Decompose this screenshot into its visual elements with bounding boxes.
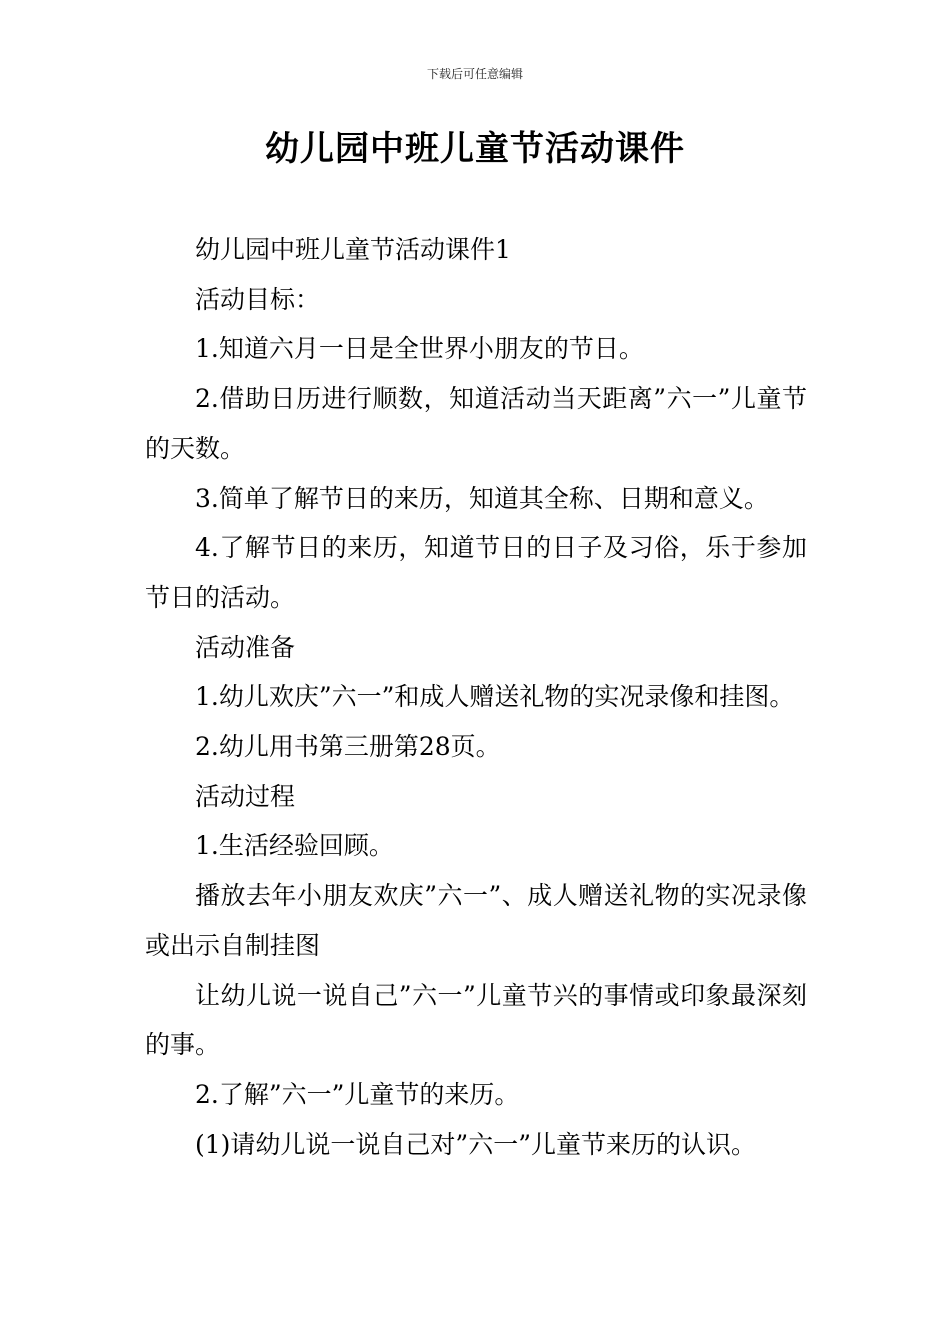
- paragraph: 让幼儿说一说自己”六一”儿童节兴的事情或印象最深刻的事。: [145, 980, 807, 1060]
- paragraph: 2.了解”六一”儿童节的来历。: [195, 1079, 520, 1109]
- section-heading: 活动准备: [195, 632, 296, 662]
- section-heading: 幼儿园中班儿童节活动课件1: [195, 235, 511, 264]
- document-body: [145, 225, 807, 1169]
- document-title: 幼儿园中班儿童节活动课件: [265, 129, 685, 169]
- paragraph: 1.知道六月一日是全世界小朋友的节日。: [195, 334, 644, 364]
- paragraph: 2.借助日历进行顺数，知道活动当天距离”六一”儿童节的天数。: [145, 384, 807, 463]
- paragraph: 2.幼儿用书第三册第28页。: [195, 732, 501, 762]
- section-heading: 活动过程: [195, 781, 296, 811]
- section-heading: 活动目标：: [195, 284, 321, 314]
- paragraph: 3.简单了解节日的来历，知道其全称、日期和意义。: [195, 483, 769, 513]
- paragraph: 播放去年小朋友欢庆”六一”、成人赠送礼物的实况录像或出示自制挂图: [145, 881, 807, 960]
- paragraph: 1.幼儿欢庆”六一”和成人赠送礼物的实况录像和挂图。: [195, 682, 795, 712]
- paragraph: 4.了解节日的来历，知道节日的日子及习俗，乐于参加节日的活动。: [145, 533, 807, 612]
- paragraph: 1.生活经验回顾。: [195, 831, 394, 861]
- paragraph: (1)请幼儿说一说自己对”六一”儿童节来历的认识。: [195, 1129, 756, 1159]
- header-note: 下载后可任意编辑: [426, 67, 523, 81]
